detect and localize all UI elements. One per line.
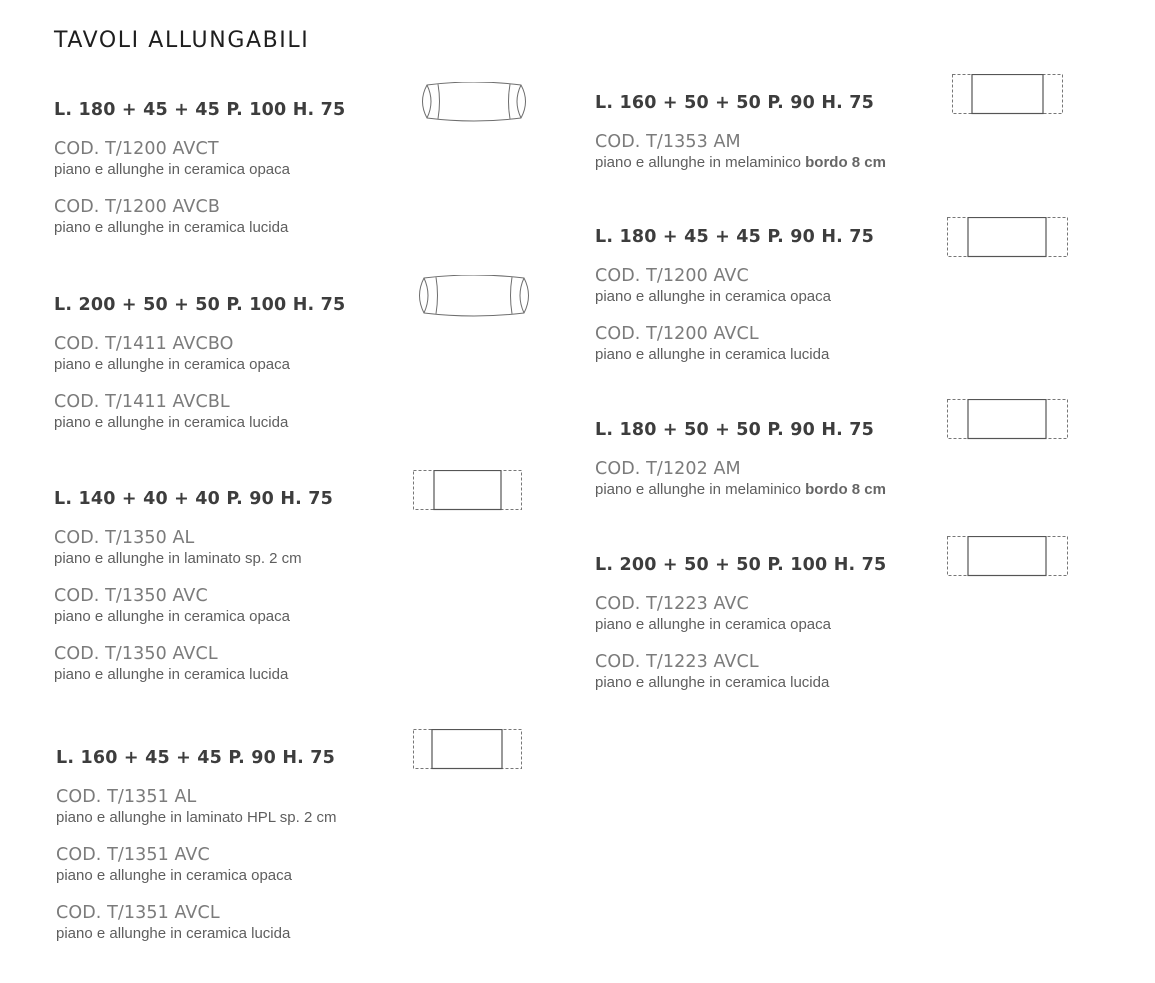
product-description: piano e allunghe in ceramica lucida — [54, 219, 289, 236]
rectangle-table-icon — [947, 217, 1069, 258]
rectangle-table-icon — [413, 729, 523, 770]
product-item — [595, 593, 1115, 635]
product-code: COD. T/1351 AVCL — [56, 903, 220, 923]
product-item — [595, 131, 1115, 173]
product-code: COD. T/1223 AVC — [595, 594, 749, 614]
product-code: COD. T/1223 AVCL — [595, 652, 759, 672]
dimensions-label: L. 180 + 45 + 45 P. 90 H. 75 — [595, 227, 875, 247]
product-item — [56, 786, 576, 828]
product-item — [595, 323, 1115, 365]
product-item — [595, 458, 1115, 500]
product-description: piano e allunghe in ceramica lucida — [56, 925, 291, 942]
oval-table-icon — [415, 82, 533, 122]
product-code: COD. T/1411 AVCBL — [54, 392, 230, 412]
product-code: COD. T/1411 AVCBO — [54, 334, 234, 354]
product-description: piano e allunghe in ceramica lucida — [595, 674, 830, 691]
page-title: TAVOLI ALLUNGABILI — [54, 28, 310, 53]
dimensions-label: L. 180 + 45 + 45 P. 100 H. 75 — [54, 100, 346, 120]
product-description: piano e allunghe in melaminico bordo 8 cm — [595, 154, 886, 171]
rectangle-table-icon — [947, 399, 1069, 440]
product-item — [54, 333, 574, 375]
product-item — [54, 585, 574, 627]
product-description: piano e allunghe in ceramica opaca — [595, 288, 831, 305]
product-item — [595, 651, 1115, 693]
dimensions-label: L. 160 + 45 + 45 P. 90 H. 75 — [56, 748, 336, 768]
product-description: piano e allunghe in laminato HPL sp. 2 cm — [56, 809, 337, 826]
product-item — [54, 138, 574, 180]
table-group — [56, 746, 576, 944]
product-code: COD. T/1351 AVC — [56, 845, 210, 865]
dimensions-label: L. 180 + 50 + 50 P. 90 H. 75 — [595, 420, 875, 440]
product-description: piano e allunghe in ceramica opaca — [56, 867, 292, 884]
rectangle-table-icon — [413, 470, 523, 511]
product-code: COD. T/1200 AVCL — [595, 324, 759, 344]
product-item — [54, 391, 574, 433]
product-item — [56, 902, 576, 944]
product-item — [54, 196, 574, 238]
product-code: COD. T/1200 AVCT — [54, 139, 219, 159]
product-code: COD. T/1350 AL — [54, 528, 195, 548]
product-item — [54, 643, 574, 685]
product-description: piano e allunghe in ceramica opaca — [595, 616, 831, 633]
product-description: piano e allunghe in ceramica lucida — [595, 346, 830, 363]
product-code: COD. T/1353 AM — [595, 132, 741, 152]
product-code: COD. T/1202 AM — [595, 459, 741, 479]
product-code: COD. T/1350 AVCL — [54, 644, 218, 664]
product-item — [595, 265, 1115, 307]
dimensions-label: L. 200 + 50 + 50 P. 100 H. 75 — [595, 555, 887, 575]
product-description: piano e allunghe in laminato sp. 2 cm — [54, 550, 302, 567]
dimensions-label: L. 160 + 50 + 50 P. 90 H. 75 — [595, 93, 875, 113]
product-description: piano e allunghe in ceramica opaca — [54, 608, 290, 625]
rectangle-table-icon — [947, 536, 1069, 577]
dimensions-label: L. 200 + 50 + 50 P. 100 H. 75 — [54, 295, 346, 315]
rectangle-table-icon — [952, 74, 1064, 115]
product-item — [54, 527, 574, 569]
product-code: COD. T/1200 AVC — [595, 266, 749, 286]
product-description: piano e allunghe in ceramica lucida — [54, 666, 289, 683]
product-description: piano e allunghe in ceramica opaca — [54, 161, 290, 178]
table-group — [54, 487, 574, 685]
product-code: COD. T/1350 AVC — [54, 586, 208, 606]
oval-table-icon — [412, 275, 536, 317]
product-description: piano e allunghe in ceramica lucida — [54, 414, 289, 431]
product-description: piano e allunghe in melaminico bordo 8 cm — [595, 481, 886, 498]
product-code: COD. T/1351 AL — [56, 787, 197, 807]
product-code: COD. T/1200 AVCB — [54, 197, 220, 217]
product-item — [56, 844, 576, 886]
product-description: piano e allunghe in ceramica opaca — [54, 356, 290, 373]
dimensions-label: L. 140 + 40 + 40 P. 90 H. 75 — [54, 489, 334, 509]
